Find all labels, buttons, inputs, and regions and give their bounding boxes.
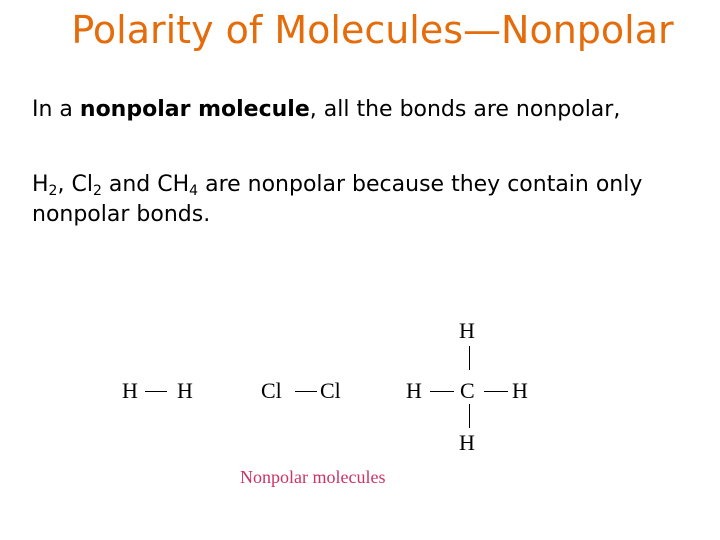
slide-title: Polarity of Molecules—Nonpolar — [71, 8, 674, 52]
ch4-bond-left — [430, 391, 454, 392]
figure-caption: Nonpolar molecules — [240, 467, 386, 487]
definition-text-before: In a — [32, 97, 80, 122]
definition-paragraph — [32, 95, 702, 125]
ch4-bond-bottom — [469, 404, 470, 428]
definition-text-after: , all the bonds are nonpolar, — [309, 97, 621, 122]
cl2-bond — [295, 391, 317, 392]
h2-atom-left: H — [122, 378, 138, 403]
ch4-bond-right — [484, 391, 508, 392]
cl2-atom-left: Cl — [261, 378, 282, 403]
h2-bond — [145, 391, 167, 392]
ch4-atom-bottom: H — [459, 430, 475, 455]
formula-cl2: $Cl_2$ — [71, 172, 102, 199]
h2-atom-right: H — [177, 378, 193, 403]
cl2-atom-right: Cl — [320, 378, 341, 403]
ch4-bond-top — [469, 346, 470, 370]
nonpolar-molecule-term: nonpolar molecule — [79, 97, 310, 122]
ch4-atom-top: H — [459, 318, 475, 343]
ch4-atom-center: C — [460, 378, 475, 403]
ch4-atom-left: H — [406, 378, 422, 403]
ch4-atom-right: H — [512, 378, 528, 403]
formula-h2: $H_2$ — [32, 172, 58, 199]
examples-paragraph: $H_2$, $Cl_2$ and $CH_4$ are nonpolar because they contain only nonpolar bonds. — [32, 172, 643, 227]
examples-text: are nonpolar because they contain only nonpolar bonds. — [32, 172, 643, 227]
formula-ch4: $CH_4$ — [157, 172, 199, 199]
